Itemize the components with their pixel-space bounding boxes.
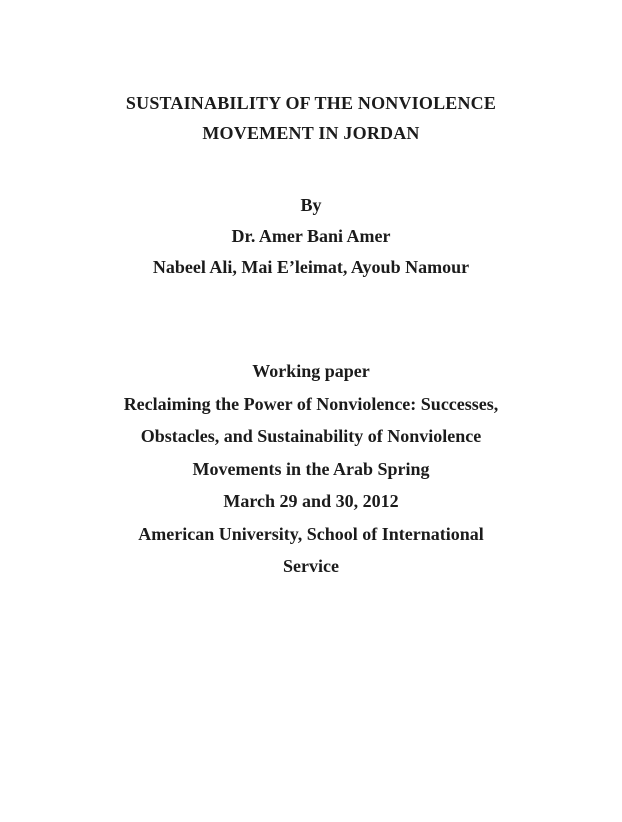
conference-title-line-3: Movements in the Arab Spring [192, 458, 430, 479]
co-authors: Nabeel Ali, Mai E’leimat, Ayoub Namour [152, 257, 470, 277]
conference-venue-line-2: Service [283, 556, 339, 576]
title-line-2: MOVEMENT IN JORDAN [202, 123, 420, 143]
conference-title-line-2: Obstacles, and Sustainability of Nonviolence [140, 426, 482, 446]
conference-venue-line-1: American University, School of International [138, 523, 484, 544]
conference-title-line-1: Reclaiming the Power of Nonviolence: Successes, [123, 393, 499, 414]
primary-author: Dr. Amer Bani Amer [231, 226, 391, 246]
title-line-1: SUSTAINABILITY OF THE NONVIOLENCE [125, 93, 497, 113]
conference-details [0, 355, 622, 583]
author-byline [0, 190, 622, 283]
paper-type: Working paper [252, 361, 370, 381]
conference-date: March 29 and 30, 2012 [223, 491, 399, 511]
byline-prefix: By [300, 195, 322, 215]
document-title [0, 88, 622, 148]
